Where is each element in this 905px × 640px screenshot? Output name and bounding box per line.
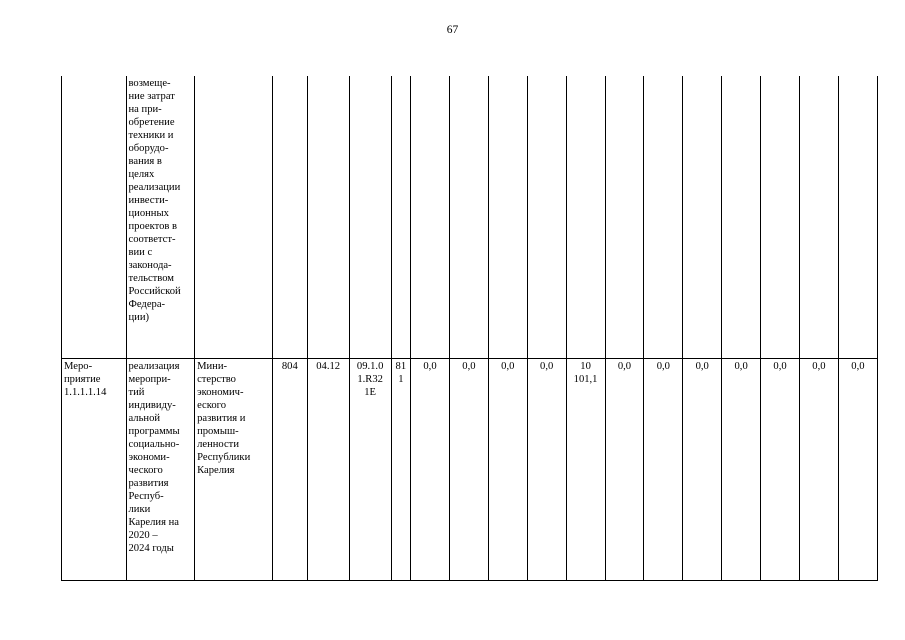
grbs-cell: 804 [272, 359, 307, 581]
cell-text-line: реализации [128, 182, 181, 193]
cell-text-line: 0,0 [540, 361, 554, 372]
value-cell [411, 359, 450, 581]
value-cell [838, 359, 877, 581]
cell-text-line: альной [128, 413, 161, 424]
cell-text-line: тий [128, 387, 145, 398]
cell-text-line: Республики [197, 452, 251, 463]
status-cell [62, 359, 127, 581]
cell-text-line: тельством [128, 273, 175, 284]
value-cell [644, 76, 683, 359]
cell-text-line: обретение [128, 117, 175, 128]
value-cell [566, 359, 605, 581]
cell-text-line: 1E [364, 387, 377, 398]
cell-text-line: соответст- [128, 234, 176, 245]
cell-text-line: ции) [128, 312, 150, 323]
cell-text-line: социально- [128, 439, 180, 450]
cell-text-line: еского [197, 400, 227, 411]
value-cell [644, 359, 683, 581]
grbs-cell [272, 76, 307, 359]
cell-text-line: 09.1.0 [356, 361, 384, 372]
cell-text-line: экономи- [128, 452, 170, 463]
cell-text-line: 0,0 [617, 361, 632, 372]
cell-text-line: целях [128, 169, 155, 180]
cell-text-line: 0,0 [501, 361, 515, 372]
cell-text-line: вии с [128, 247, 153, 258]
value-cell [761, 359, 800, 581]
budget-table [61, 76, 878, 581]
cell-text-line: ческого [128, 465, 163, 476]
cell-text-line: 1.R32 [357, 374, 383, 385]
cell-text-line: Карелия [197, 465, 235, 476]
cell-text-line: 0,0 [773, 361, 787, 372]
cell-text-line: реализация [128, 361, 180, 372]
cell-text-line: техники и [128, 130, 174, 141]
table-row-measure [62, 359, 878, 581]
cell-text-line: лики [128, 504, 151, 515]
value-cell [838, 76, 877, 359]
cell-text-line: промыш- [197, 426, 239, 437]
cell-text-line: на при- [128, 104, 162, 115]
cell-text-line: Карелия на [128, 517, 179, 528]
value-cell [761, 76, 800, 359]
cell-text-line: 0,0 [656, 361, 670, 372]
csr-cell [349, 76, 391, 359]
rzpr-cell [307, 76, 349, 359]
cell-text-line: программы [128, 426, 180, 437]
cell-text-line: ние затрат [128, 91, 175, 102]
cell-text-line: 1 [398, 374, 404, 385]
rzpr-cell: 04.12 [307, 359, 349, 581]
cell-text-line: 101,1 [573, 374, 598, 385]
cell-text-line: Мини- [197, 361, 228, 372]
page-number: 67 [446, 24, 459, 36]
value-cell [605, 76, 644, 359]
value-cell [449, 76, 488, 359]
value-cell [449, 359, 488, 581]
table-row-continuation [62, 76, 878, 359]
cell-text-line: Респуб- [128, 491, 164, 502]
cell-text-line: экономич- [197, 387, 244, 398]
cell-text-line: 0,0 [734, 361, 748, 372]
cell-text-line: 0,0 [812, 361, 826, 372]
cell-text-line: инвести- [128, 195, 169, 206]
value-cell [411, 76, 450, 359]
cell-text-line: индивиду- [128, 400, 176, 411]
cell-text-line: 1.1.1.1.14 [64, 387, 107, 398]
cell-text-line: приятие [64, 374, 101, 385]
value-cell [722, 359, 761, 581]
cell-text-line: Меро- [64, 361, 93, 372]
cell-text-line: ционных [128, 208, 169, 219]
value-cell [799, 359, 838, 581]
cell-text-line: проектов в [128, 221, 178, 232]
cell-text-line: меропри- [128, 374, 171, 385]
cell-text-line: возмеще- [128, 78, 171, 89]
name-cell [126, 359, 195, 581]
cell-text-line: Российской [128, 286, 181, 297]
cell-text-line: ленности [197, 439, 239, 450]
value-cell [722, 76, 761, 359]
cell-text-line: законода- [128, 260, 172, 271]
cell-text-line: 81 [395, 361, 407, 372]
cell-text-line: стерство [197, 374, 236, 385]
value-cell [605, 359, 644, 581]
cell-text-line: 0,0 [851, 361, 865, 372]
cell-text-line: 0,0 [695, 361, 709, 372]
status-cell [62, 76, 127, 359]
cell-text-line: 10 [580, 361, 591, 372]
cell-text-line: оборудо- [128, 143, 169, 154]
csr-cell [349, 359, 391, 581]
value-cell [799, 76, 838, 359]
vr-cell [391, 359, 410, 581]
cell-text-line: 0,0 [423, 361, 437, 372]
cell-text-line: вания в [128, 156, 162, 167]
cell-text-line: Федера- [128, 299, 166, 310]
cell-text-line: 2024 годы [128, 543, 174, 554]
cell-text-line: развития [128, 478, 169, 489]
executor-cell [195, 76, 273, 359]
cell-text-line: 2020 – [128, 530, 158, 541]
executor-cell [195, 359, 273, 581]
value-cell [527, 76, 566, 359]
vr-cell [391, 76, 410, 359]
value-cell [683, 359, 722, 581]
cell-text-line: 0,0 [462, 361, 476, 372]
value-cell [566, 76, 605, 359]
value-cell [488, 76, 527, 359]
value-cell [527, 359, 566, 581]
value-cell [683, 76, 722, 359]
value-cell [488, 359, 527, 581]
cell-text-line: развития и [197, 413, 246, 424]
name-cell [126, 76, 195, 359]
